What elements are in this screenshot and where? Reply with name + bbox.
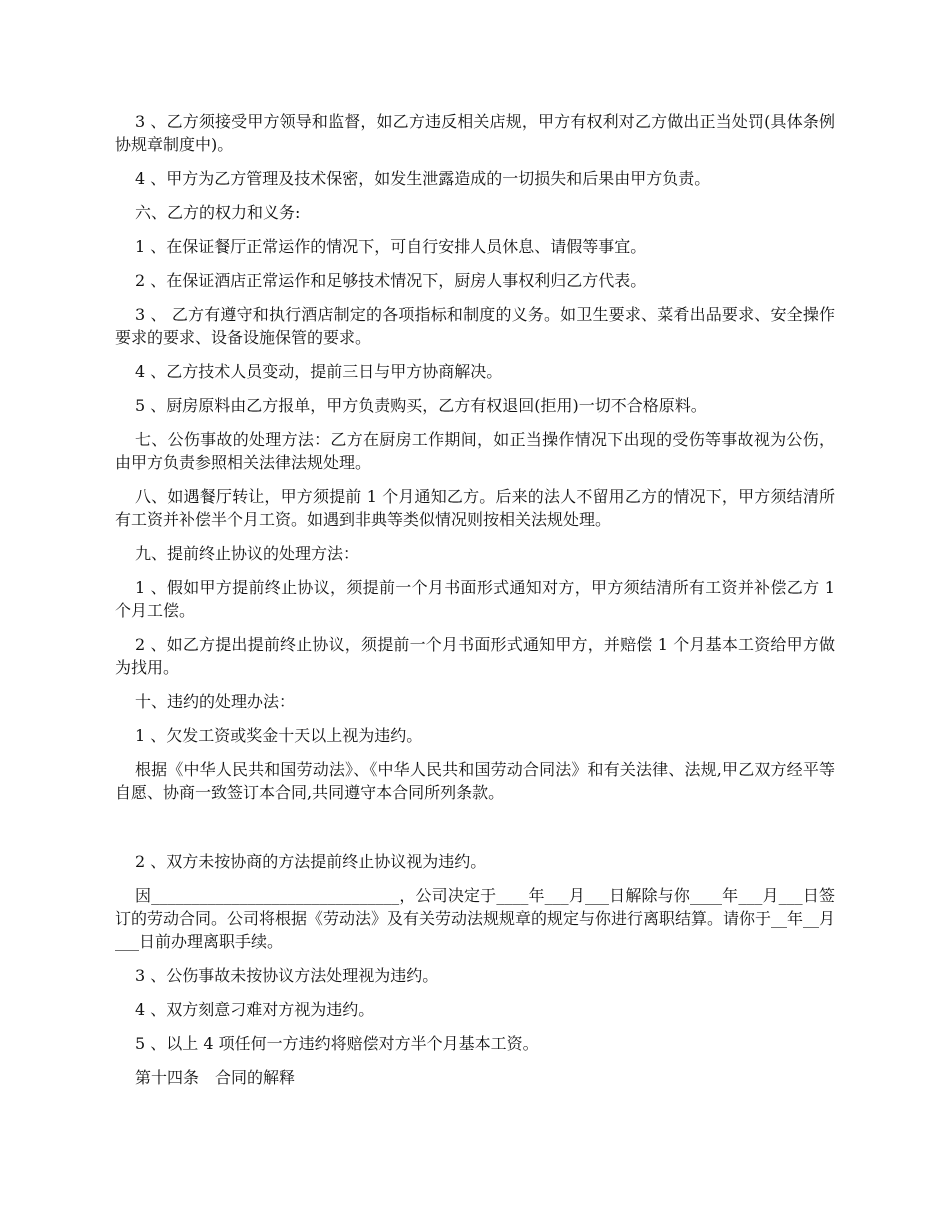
document-body	[115, 110, 841, 1100]
paragraph: 因_______________________________，公司决定于____年___月___日解除与你____年___月___日签订的劳动合同。公司将根据《劳动法》及有关劳动法规规章的规定与你进行离职结算。请你于__年__月___日前办理离职手续。	[115, 886, 836, 951]
paragraph: 4 、甲方为乙方管理及技术保密，如发生泄露造成的一切损失和后果由甲方负责。	[135, 169, 711, 188]
section-heading: 九、提前终止协议的处理方法：	[135, 544, 360, 563]
section-heading: 六、乙方的权力和义务:	[135, 203, 301, 222]
paragraph: 2 、在保证酒店正常运作和足够技术情况下，厨房人事权利归乙方代表。	[135, 271, 647, 290]
article-heading: 第十四条 合同的解释	[135, 1068, 296, 1087]
paragraph: 4 、双方刻意刁难对方视为违约。	[135, 1000, 375, 1019]
paragraph: 1 、欠发工资或奖金十天以上视为违约。	[135, 726, 423, 745]
paragraph: 3 、公伤事故未按协议方法处理视为违约。	[135, 966, 439, 985]
section-paragraph: 七、公伤事故的处理方法：乙方在厨房工作期间，如正当操作情况下出现的受伤等事故视为公伤，由甲方负责参照相关法律法规处理。	[115, 430, 835, 472]
blank-gap	[115, 815, 835, 850]
paragraph: 2 、如乙方提出提前终止协议，须提前一个月书面形式通知甲方，并赔偿 1 个月基本工资给甲方做为找用。	[115, 635, 835, 677]
paragraph: 根据《中华人民共和国劳动法》、《中华人民共和国劳动合同法》和有关法律、法规,甲乙双方经平等自愿、协商一致签订本合同,共同遵守本合同所列条款。	[115, 760, 835, 802]
paragraph: 4 、乙方技术人员变动，提前三日与甲方协商解决。	[135, 362, 503, 381]
paragraph: 5 、厨房原料由乙方报单，甲方负责购买，乙方有权退回(拒用)一切不合格原料。	[135, 396, 707, 415]
paragraph: 3 、乙方须接受甲方领导和监督，如乙方违反相关店规，甲方有权利对乙方做出正当处罚(具体条例协规章制度中)。	[115, 112, 835, 154]
paragraph: 3 、 乙方有遵守和执行酒店制定的各项指标和制度的义务。如卫生要求、菜肴出品要求、安全操作要求的要求、设备设施保管的要求。	[115, 305, 835, 347]
paragraph: 5 、以上 4 项任何一方违约将赔偿对方半个月基本工资。	[135, 1034, 539, 1053]
section-heading: 十、违约的处理办法：	[135, 692, 296, 711]
paragraph: 1 、假如甲方提前终止协议，须提前一个月书面形式通知对方，甲方须结清所有工资并补偿乙方 1 个月工偿。	[115, 578, 841, 620]
section-paragraph: 八、如遇餐厅转让，甲方须提前 1 个月通知乙方。后来的法人不留用乙方的情况下，甲方须结清所有工资并补偿半个月工资。如遇到非典等类似情况则按相关法规处理。	[115, 487, 835, 529]
paragraph: 2 、双方未按协商的方法提前终止协议视为违约。	[135, 852, 487, 871]
paragraph: 1 、在保证餐厅正常运作的情况下，可自行安排人员休息、请假等事宜。	[135, 237, 647, 256]
